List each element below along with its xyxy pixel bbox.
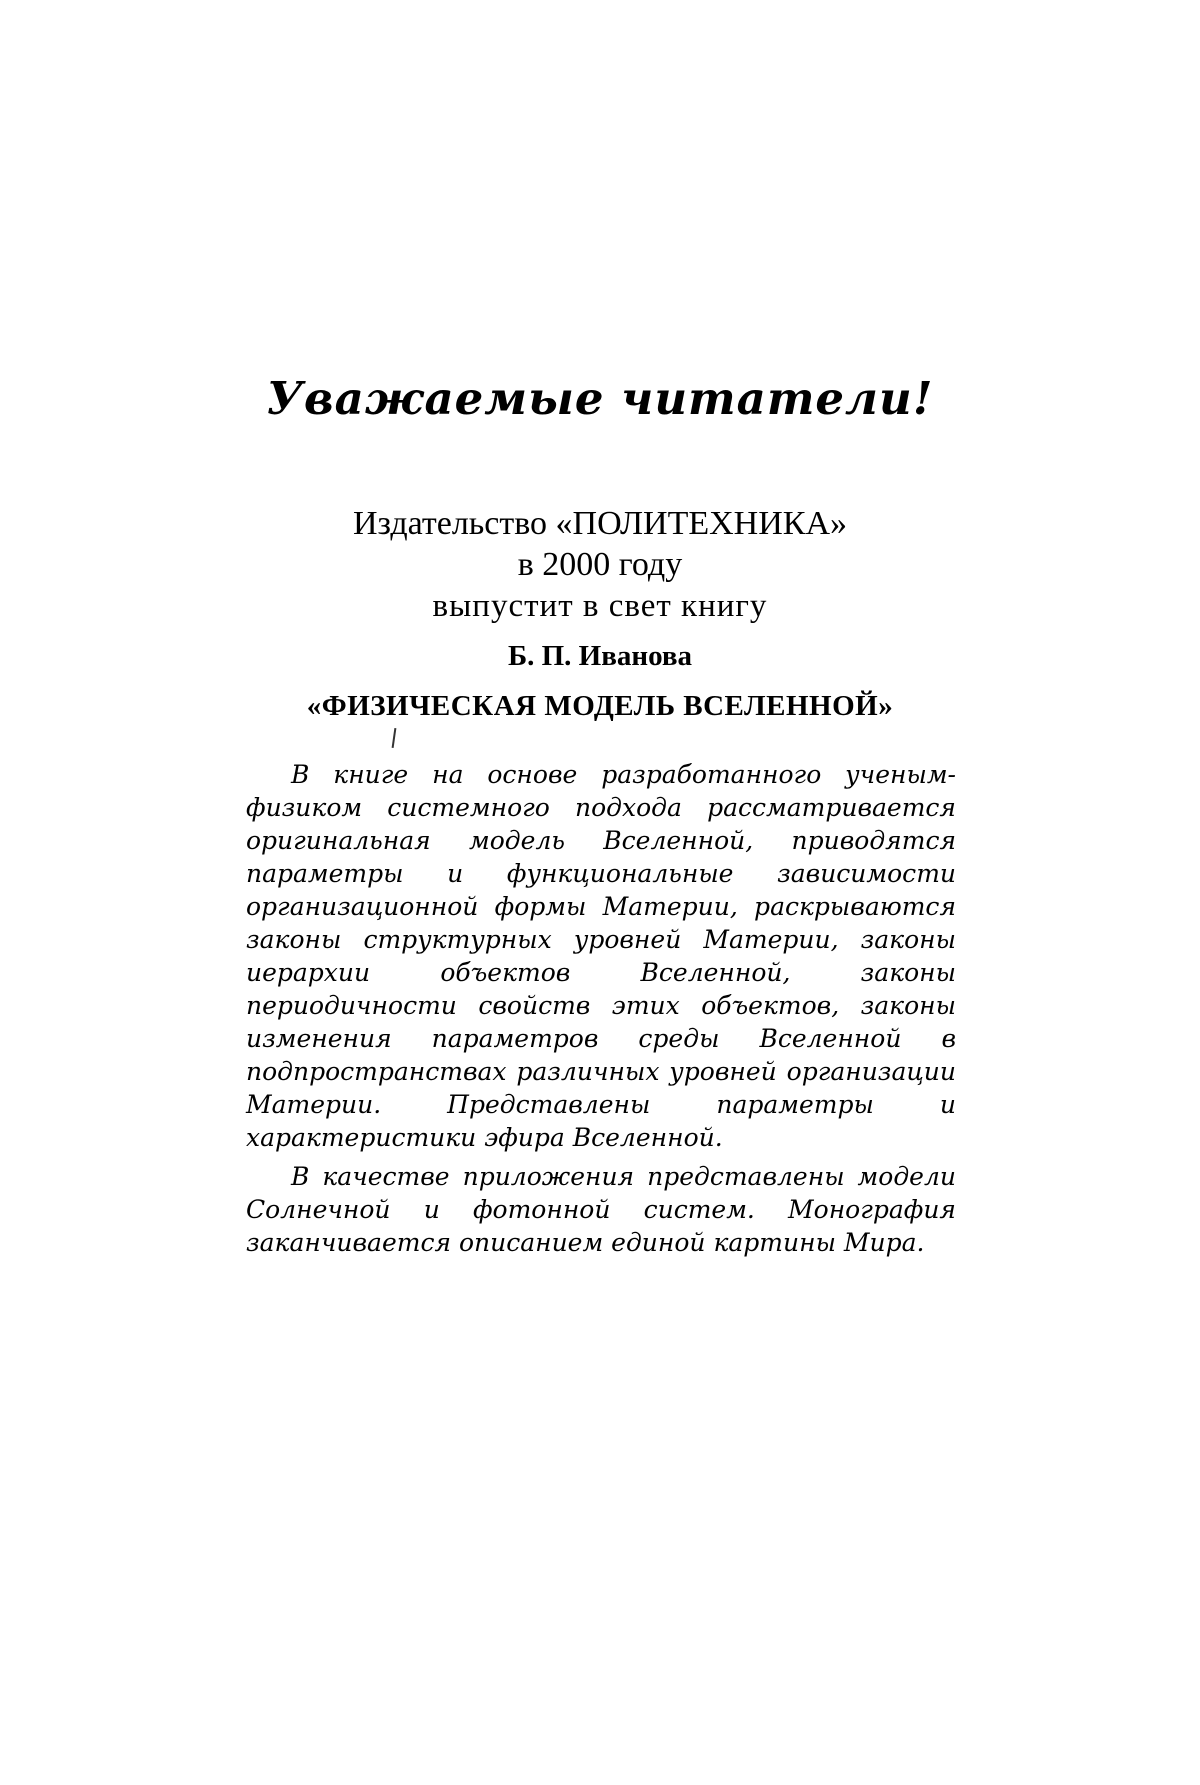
page-heading: Уважаемые читатели! [266, 372, 934, 425]
description-paragraph: В книге на основе разработанного ученым-физиком системного подхода рассматривается оригинальная модель Вселенной, приводятся параметры и функциональные зависимости организационной формы Материи, раскрываются законы структурных уровней Материи, законы иерархии объектов Вселенной, законы периодичности свойств этих объектов, законы изменения параметров среды Вселенной в подпространствах различных уровней организации Материи. Представлены параметры и характеристики эфира Вселенной. [246, 760, 956, 1152]
publisher-line: Издательство «ПОЛИТЕХНИКА» [352, 505, 848, 542]
description-paragraph: В качестве приложения представлены модели Солнечной и фотонной систем. Монография заканчивается описанием единой картины Мира. [246, 1162, 956, 1257]
book-title: «ФИЗИЧЕСКАЯ МОДЕЛЬ ВСЕЛЕННОЙ» [306, 690, 894, 722]
author-name: Б. П. Иванова [507, 640, 693, 672]
release-line: выпустит в свет книгу [432, 588, 768, 624]
year-line: в 2000 году [517, 546, 683, 583]
scan-mark [392, 728, 397, 748]
book-description [246, 758, 956, 1259]
